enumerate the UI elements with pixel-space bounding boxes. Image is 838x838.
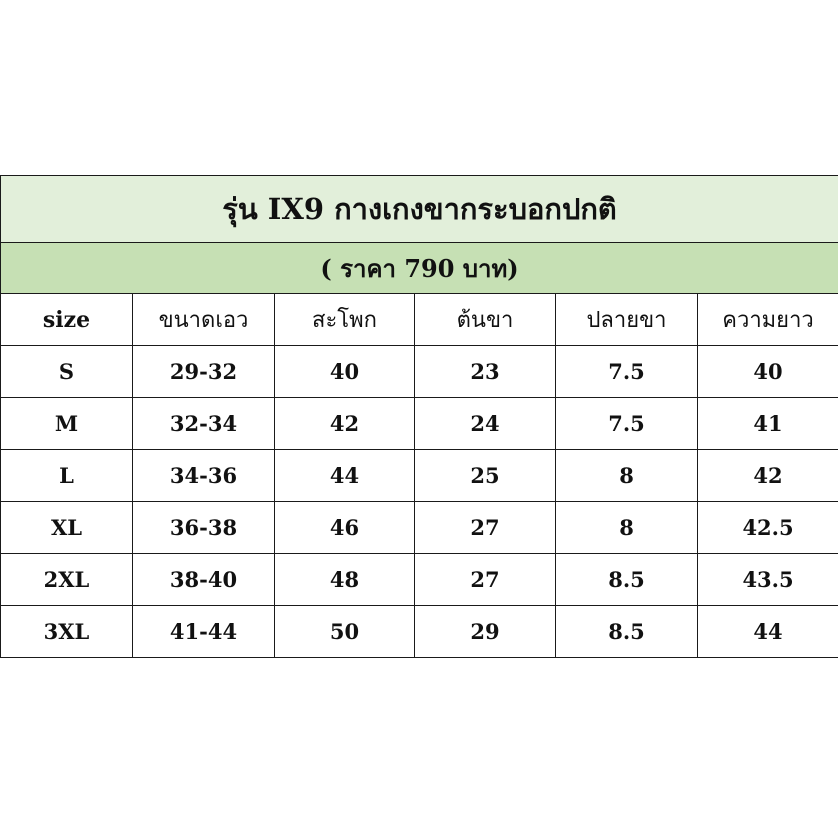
cell-waist: 38-40: [133, 554, 275, 606]
cell-thigh: 29: [415, 606, 556, 658]
cell-hip: 44: [275, 450, 415, 502]
cell-thigh: 25: [415, 450, 556, 502]
price-label: ( ราคา 790 บาท): [1, 243, 838, 294]
table-row: [1, 450, 838, 502]
cell-length: 42: [698, 450, 838, 502]
cell-hem: 7.5: [556, 346, 698, 398]
cell-length: 42.5: [698, 502, 838, 554]
table-row: [1, 502, 838, 554]
column-header-length: ความยาว: [698, 294, 838, 346]
header-row: [1, 294, 838, 346]
cell-waist: 41-44: [133, 606, 275, 658]
table-row: [1, 554, 838, 606]
cell-hip: 42: [275, 398, 415, 450]
cell-waist: 34-36: [133, 450, 275, 502]
cell-length: 40: [698, 346, 838, 398]
title-row: [1, 176, 838, 243]
cell-size: S: [1, 346, 133, 398]
cell-hem: 8.5: [556, 606, 698, 658]
cell-hem: 8.5: [556, 554, 698, 606]
table-row: [1, 398, 838, 450]
cell-length: 41: [698, 398, 838, 450]
cell-thigh: 27: [415, 502, 556, 554]
cell-waist: 32-34: [133, 398, 275, 450]
price-row: [1, 243, 838, 294]
cell-hem: 7.5: [556, 398, 698, 450]
column-header-thigh: ต้นขา: [415, 294, 556, 346]
cell-length: 44: [698, 606, 838, 658]
cell-thigh: 27: [415, 554, 556, 606]
column-header-waist: ขนาดเอว: [133, 294, 275, 346]
cell-size: 2XL: [1, 554, 133, 606]
cell-length: 43.5: [698, 554, 838, 606]
cell-size: M: [1, 398, 133, 450]
cell-hem: 8: [556, 502, 698, 554]
cell-hip: 50: [275, 606, 415, 658]
cell-waist: 36-38: [133, 502, 275, 554]
cell-thigh: 24: [415, 398, 556, 450]
cell-waist: 29-32: [133, 346, 275, 398]
cell-thigh: 23: [415, 346, 556, 398]
chart-title: รุ่น IX9 กางเกงขากระบอกปกติ: [1, 176, 838, 243]
cell-hip: 48: [275, 554, 415, 606]
cell-hem: 8: [556, 450, 698, 502]
size-chart-table: [0, 175, 838, 658]
cell-hip: 46: [275, 502, 415, 554]
column-header-hip: สะโพก: [275, 294, 415, 346]
table-row: [1, 346, 838, 398]
column-header-hem: ปลายขา: [556, 294, 698, 346]
cell-hip: 40: [275, 346, 415, 398]
cell-size: XL: [1, 502, 133, 554]
cell-size: L: [1, 450, 133, 502]
cell-size: 3XL: [1, 606, 133, 658]
column-header-size: size: [1, 294, 133, 346]
table-row: [1, 606, 838, 658]
